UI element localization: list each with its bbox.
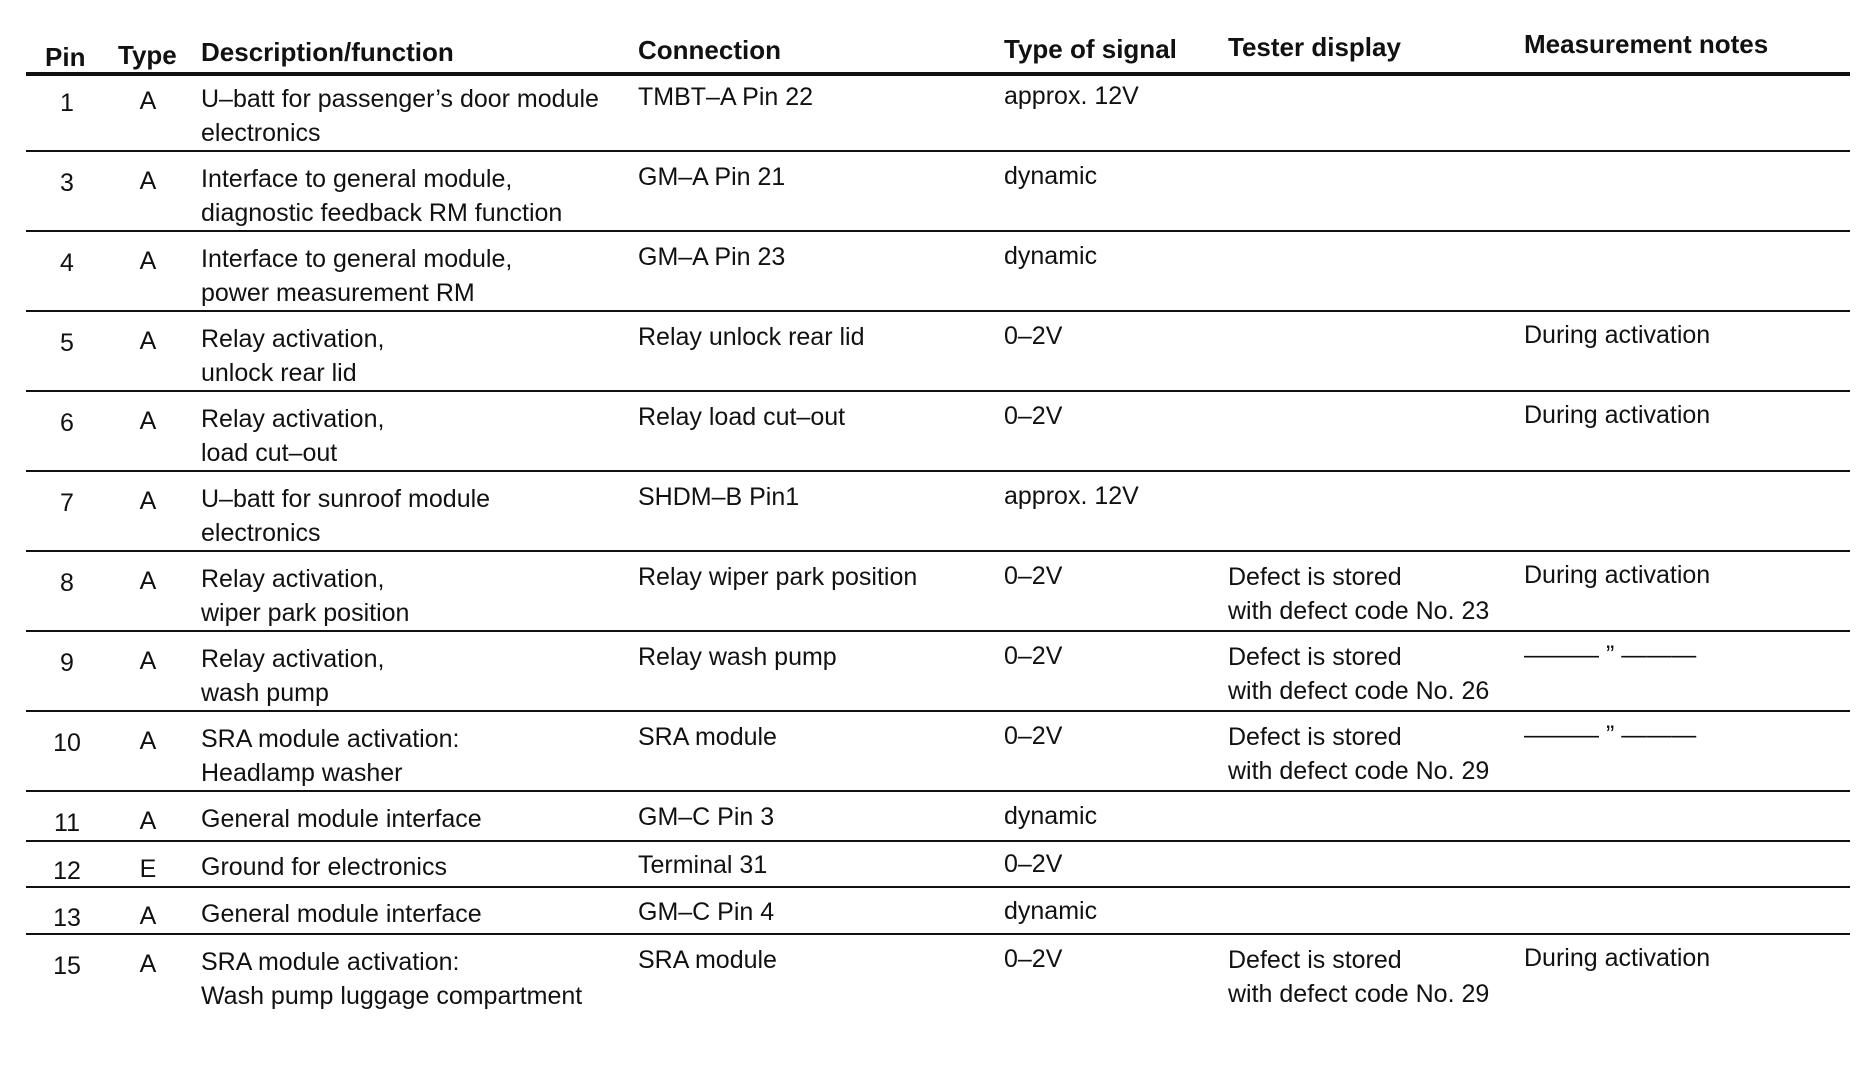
description-line-1: Relay activation,	[201, 565, 385, 593]
pin-cell: 3	[60, 169, 74, 197]
tester-display-line-1: Defect is stored	[1228, 643, 1402, 671]
description-line-2: power measurement RM	[201, 279, 475, 307]
row-separator	[26, 390, 1850, 392]
signal-cell: dynamic	[1004, 802, 1098, 830]
connection-cell: Relay wiper park position	[638, 563, 918, 591]
pin-cell: 13	[53, 904, 81, 932]
connection-cell: SHDM–B Pin1	[638, 483, 800, 511]
row-separator	[26, 630, 1850, 632]
description-line-1: U–batt for passenger’s door module	[201, 85, 599, 113]
pin-cell: 8	[60, 569, 74, 597]
pin-cell: 10	[53, 729, 81, 757]
tester-display-line-2: with defect code No. 23	[1228, 597, 1490, 625]
signal-cell: dynamic	[1004, 242, 1098, 270]
tester-display-line-2: with defect code No. 29	[1228, 757, 1490, 785]
description-line-1: Relay activation,	[201, 325, 385, 353]
connection-cell: GM–A Pin 23	[638, 243, 786, 271]
signal-cell: 0–2V	[1004, 562, 1063, 590]
pin-cell: 6	[60, 409, 74, 437]
description-line-1: Interface to general module,	[201, 165, 513, 193]
description-line-2: Wash pump luggage compartment	[201, 982, 583, 1010]
signal-cell: approx. 12V	[1004, 82, 1139, 110]
type-cell: A	[139, 327, 157, 355]
header-signal: Type of signal	[1004, 34, 1177, 64]
signal-cell: dynamic	[1004, 897, 1098, 925]
row-separator	[26, 550, 1850, 552]
row-separator	[26, 470, 1850, 472]
type-cell: A	[139, 647, 157, 675]
pin-cell: 1	[60, 89, 74, 117]
description-line-2: load cut–out	[201, 439, 338, 467]
row-separator	[26, 310, 1850, 312]
type-cell: A	[139, 487, 157, 515]
connection-cell: Relay wash pump	[638, 643, 837, 671]
type-cell: A	[139, 727, 157, 755]
pin-cell: 5	[60, 329, 74, 357]
pin-cell: 4	[60, 249, 74, 277]
description-line-2: wash pump	[201, 679, 329, 707]
header-description: Description/function	[201, 37, 454, 67]
row-separator	[26, 230, 1850, 232]
description-line-2: unlock rear lid	[201, 359, 357, 387]
type-cell: A	[139, 167, 157, 195]
description-line-1: Relay activation,	[201, 645, 385, 673]
signal-cell: dynamic	[1004, 162, 1098, 190]
description-line-2: electronics	[201, 119, 321, 147]
description-line-1: General module interface	[201, 805, 482, 833]
row-separator	[26, 150, 1850, 152]
row-separator	[26, 710, 1850, 712]
connection-cell: GM–C Pin 4	[638, 898, 775, 926]
row-separator	[26, 933, 1850, 935]
description-line-2: diagnostic feedback RM function	[201, 199, 563, 227]
row-separator	[26, 886, 1850, 888]
connection-cell: Terminal 31	[638, 851, 768, 879]
tester-display-line-2: with defect code No. 29	[1228, 980, 1490, 1008]
row-separator	[26, 790, 1850, 792]
tester-display-line-1: Defect is stored	[1228, 946, 1402, 974]
description-line-1: SRA module activation:	[201, 948, 460, 976]
type-cell: A	[139, 950, 157, 978]
description-line-2: electronics	[201, 519, 321, 547]
type-cell: E	[139, 855, 157, 883]
tester-display-line-2: with defect code No. 26	[1228, 677, 1490, 705]
connection-cell: SRA module	[638, 723, 777, 751]
description-line-1: U–batt for sunroof module	[201, 485, 491, 513]
connection-cell: GM–A Pin 21	[638, 163, 786, 191]
row-separator	[26, 840, 1850, 842]
pin-cell: 9	[60, 649, 74, 677]
header-type: Type	[118, 40, 177, 70]
measurement-notes-cell: During activation	[1524, 401, 1711, 429]
description-line-1: General module interface	[201, 900, 482, 928]
connection-cell: SRA module	[638, 946, 777, 974]
description-line-1: Interface to general module,	[201, 245, 513, 273]
type-cell: A	[139, 407, 157, 435]
description-line-1: Relay activation,	[201, 405, 385, 433]
header-connection: Connection	[638, 35, 781, 65]
description-line-2: wiper park position	[201, 599, 410, 627]
measurement-notes-cell: ——— ” ———	[1524, 721, 1697, 749]
measurement-notes-cell: During activation	[1524, 944, 1711, 972]
header-notes: Measurement notes	[1524, 29, 1769, 59]
signal-cell: 0–2V	[1004, 722, 1063, 750]
signal-cell: 0–2V	[1004, 945, 1063, 973]
connection-cell: TMBT–A Pin 22	[638, 83, 814, 111]
type-cell: A	[139, 567, 157, 595]
type-cell: A	[139, 87, 157, 115]
description-line-2: Headlamp washer	[201, 759, 403, 787]
tester-display-line-1: Defect is stored	[1228, 563, 1402, 591]
type-cell: A	[139, 902, 157, 930]
header-pin: Pin	[45, 42, 86, 72]
header-tester: Tester display	[1228, 32, 1401, 62]
type-cell: A	[139, 807, 157, 835]
measurement-notes-cell: During activation	[1524, 561, 1711, 589]
connection-cell: Relay load cut–out	[638, 403, 846, 431]
pin-cell: 11	[54, 809, 80, 837]
signal-cell: 0–2V	[1004, 402, 1063, 430]
description-line-1: Ground for electronics	[201, 853, 447, 881]
pin-cell: 7	[60, 489, 74, 517]
signal-cell: 0–2V	[1004, 850, 1063, 878]
pin-cell: 15	[53, 952, 81, 980]
type-cell: A	[139, 247, 157, 275]
description-line-1: SRA module activation:	[201, 725, 460, 753]
signal-cell: 0–2V	[1004, 322, 1063, 350]
connection-cell: GM–C Pin 3	[638, 803, 775, 831]
signal-cell: 0–2V	[1004, 642, 1063, 670]
signal-cell: approx. 12V	[1004, 482, 1139, 510]
header-rule	[26, 72, 1850, 76]
measurement-notes-cell: ——— ” ———	[1524, 641, 1697, 669]
measurement-notes-cell: During activation	[1524, 321, 1711, 349]
pin-cell: 12	[53, 857, 81, 885]
tester-display-line-1: Defect is stored	[1228, 723, 1402, 751]
connection-cell: Relay unlock rear lid	[638, 323, 865, 351]
